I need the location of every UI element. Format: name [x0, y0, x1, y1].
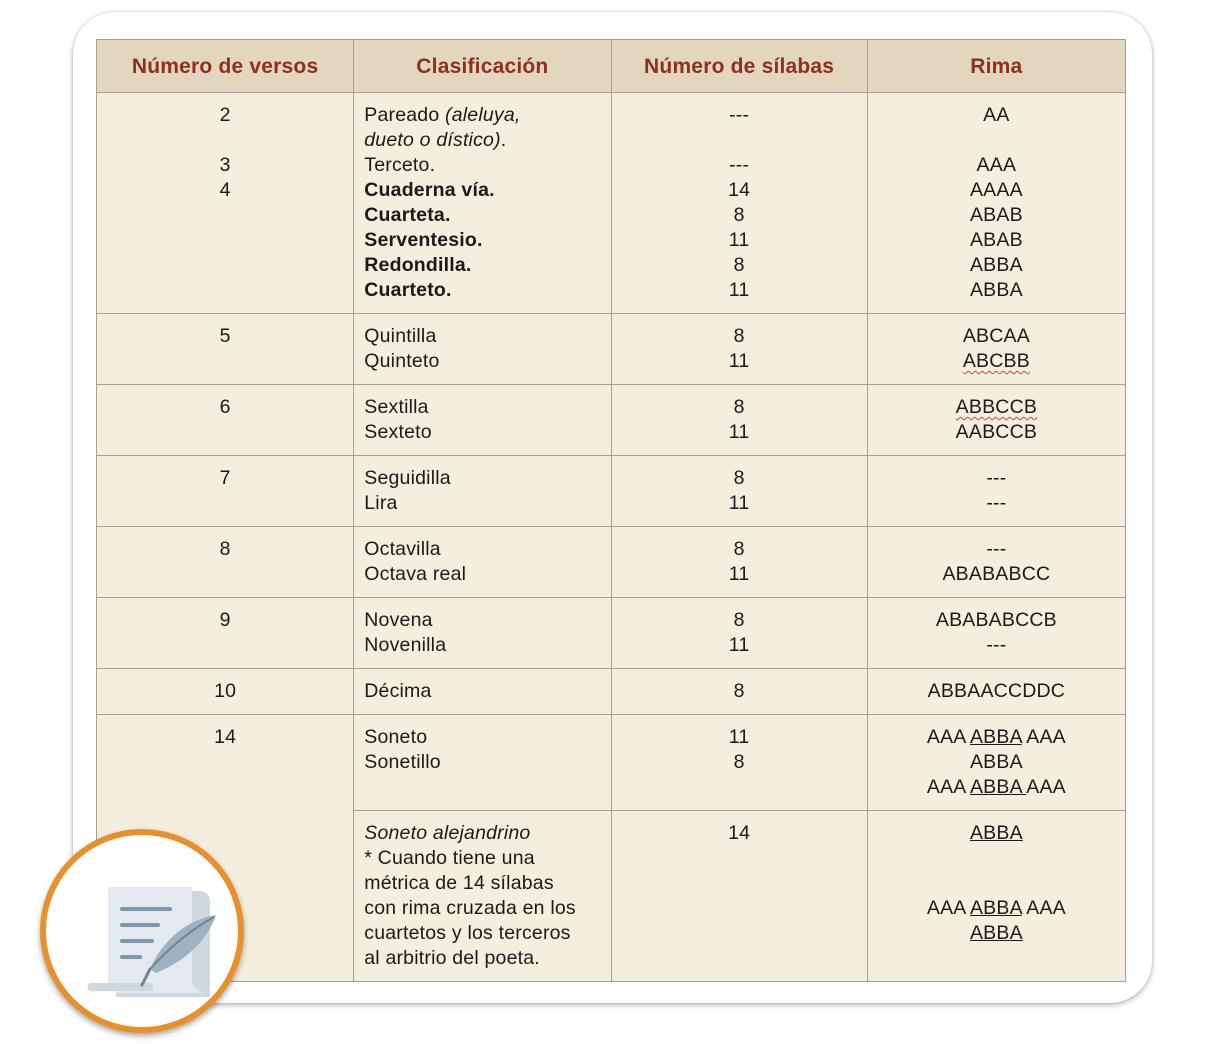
classification-line [364, 395, 604, 420]
text-segment: dueto o dístico) [364, 129, 501, 151]
syllable-count: 14 [728, 179, 751, 201]
poetry-badge [40, 829, 244, 1033]
table-row [97, 811, 1126, 982]
text-segment: Octava real [364, 563, 467, 585]
syllables-cell [611, 811, 867, 982]
text-segment: ABABABCC [942, 563, 1051, 585]
classification-line [364, 278, 604, 303]
classification-line [364, 633, 604, 658]
rhyme-scheme [869, 846, 1124, 871]
text-segment: Redondilla. [364, 254, 472, 276]
classification-line [364, 896, 604, 921]
text-segment: Novena [364, 609, 433, 631]
rhyme-scheme [869, 228, 1124, 253]
verses-count [98, 253, 352, 278]
classification-line [364, 946, 604, 971]
verses-cell [97, 527, 354, 598]
rhyme-cell [867, 456, 1125, 527]
syllable-count: 11 [728, 229, 750, 251]
classification-cell [354, 598, 611, 669]
syllables-cell [611, 456, 867, 527]
classification-line [364, 871, 604, 896]
classification-line [364, 128, 604, 153]
verses-count [98, 203, 352, 228]
syllable-count: 11 [728, 726, 750, 748]
text-segment: Sexteto [364, 421, 432, 443]
header-classification: Clasificación [354, 40, 611, 93]
text-segment: ABBA [969, 897, 1022, 919]
text-segment: ABBCCB [955, 396, 1038, 418]
rhyme-scheme [869, 128, 1124, 153]
classification-cell [354, 456, 611, 527]
classification-line [364, 679, 604, 704]
text-segment: Octavilla [364, 538, 441, 560]
text-segment: ABBA [969, 751, 1023, 773]
verse-classification-table [96, 39, 1126, 982]
rhyme-cell [867, 385, 1125, 456]
rhyme-cell [867, 811, 1125, 982]
text-segment: AAA [1021, 897, 1066, 919]
classification-line [364, 537, 604, 562]
classification-cell [354, 385, 611, 456]
rhyme-scheme [869, 679, 1124, 704]
rhyme-cell [867, 598, 1125, 669]
rhyme-scheme [869, 725, 1124, 750]
rhyme-cell [867, 715, 1125, 811]
syllables-cell [611, 669, 867, 715]
text-segment: AABCCB [955, 421, 1038, 443]
text-segment: ABAB [969, 229, 1023, 251]
text-segment: ABAB [969, 204, 1023, 226]
syllable-count: 8 [733, 254, 745, 276]
classification-cell [354, 314, 611, 385]
syllable-count: 11 [728, 563, 750, 585]
classification-cell [354, 811, 611, 982]
rhyme-cell [867, 314, 1125, 385]
classification-line [364, 821, 604, 846]
text-segment: Sextilla [364, 396, 429, 418]
classification-cell [354, 669, 611, 715]
verses-cell [97, 456, 354, 527]
rhyme-scheme [869, 491, 1124, 516]
verses-count: 6 [219, 396, 231, 418]
text-segment: ABBA [969, 776, 1027, 798]
classification-line [364, 608, 604, 633]
syllables-cell [611, 314, 867, 385]
rhyme-scheme [869, 253, 1124, 278]
syllables-cell [611, 385, 867, 456]
text-segment: --- [986, 538, 1007, 560]
classification-line [364, 253, 604, 278]
classification-line [364, 324, 604, 349]
syllable-count: 8 [733, 325, 745, 347]
header-rhyme: Rima [867, 40, 1125, 93]
verses-count: 14 [214, 726, 237, 748]
text-segment: ABBA [969, 279, 1023, 301]
rhyme-scheme [869, 203, 1124, 228]
table-header-row [97, 40, 1126, 93]
text-segment: --- [986, 467, 1007, 489]
syllable-count: 8 [733, 609, 745, 631]
verses-cell [97, 314, 354, 385]
table-row [97, 93, 1126, 314]
table-row [97, 456, 1126, 527]
syllable-count: 14 [728, 822, 751, 844]
verses-count: 9 [219, 609, 231, 631]
syllable-count: 8 [733, 680, 745, 702]
text-segment: Cuarteto. [364, 279, 452, 301]
classification-line [364, 846, 604, 871]
text-segment: ABCBB [962, 350, 1030, 372]
verses-count [98, 228, 352, 253]
rhyme-scheme [869, 821, 1124, 846]
rhyme-scheme [869, 278, 1124, 303]
syllable-count: 8 [733, 204, 745, 226]
classification-line [364, 491, 604, 516]
verses-count: 7 [219, 467, 231, 489]
classification-cell [354, 93, 611, 314]
text-segment: AAA [926, 726, 970, 748]
classification-line [364, 750, 604, 775]
text-segment: Pareado [364, 104, 445, 126]
text-segment: Serventesio. [364, 229, 483, 251]
text-segment: AAA [1021, 726, 1066, 748]
syllable-count: --- [729, 154, 750, 176]
rhyme-scheme [869, 750, 1124, 775]
classification-line [364, 228, 604, 253]
text-segment: (aleluya, [445, 104, 521, 126]
text-segment: ABABABCCB [935, 609, 1057, 631]
rhyme-scheme [869, 537, 1124, 562]
syllables-cell [611, 598, 867, 669]
header-syllables: Número de sílabas [611, 40, 867, 93]
classification-line [364, 466, 604, 491]
rhyme-scheme [869, 608, 1124, 633]
classification-line [364, 349, 604, 374]
classification-line [364, 420, 604, 445]
verses-cell [97, 715, 354, 811]
text-segment: ABBA [969, 822, 1023, 844]
verses-count: 3 [219, 154, 231, 176]
syllable-count: 11 [728, 634, 750, 656]
syllable-count: 11 [728, 279, 750, 301]
text-segment: con rima cruzada en los [364, 897, 576, 919]
table-row [97, 669, 1126, 715]
header-verses: Número de versos [97, 40, 354, 93]
classification-line [364, 562, 604, 587]
classification-line [364, 103, 604, 128]
rhyme-scheme [869, 562, 1124, 587]
scroll-quill-icon [46, 835, 238, 1027]
rhyme-scheme [869, 775, 1124, 800]
verses-count: 10 [214, 680, 237, 702]
text-segment: Cuarteta. [364, 204, 451, 226]
table-row [97, 527, 1126, 598]
verses-cell [97, 669, 354, 715]
text-segment: Terceto. [364, 154, 436, 176]
text-segment: Lira [364, 492, 398, 514]
table-row [97, 598, 1126, 669]
classification-line [364, 153, 604, 178]
text-segment: ABBA [969, 922, 1023, 944]
text-segment: al arbitrio del poeta. [364, 947, 540, 969]
syllable-count: 11 [728, 492, 750, 514]
syllable-count: 8 [733, 751, 745, 773]
classification-line [364, 921, 604, 946]
text-segment: ABBA [969, 726, 1022, 748]
verses-cell [97, 385, 354, 456]
syllable-count: 8 [733, 396, 745, 418]
rhyme-cell [867, 669, 1125, 715]
rhyme-scheme [869, 395, 1124, 420]
table-row [97, 314, 1126, 385]
text-segment: Seguidilla [364, 467, 451, 489]
text-segment: ABBA [969, 254, 1023, 276]
verses-count [98, 278, 352, 303]
verses-cell [97, 598, 354, 669]
text-segment: Sonetillo [364, 751, 441, 773]
rhyme-scheme [869, 324, 1124, 349]
text-segment: AAA [926, 897, 970, 919]
text-segment: Décima [364, 680, 432, 702]
text-segment: . [500, 129, 507, 151]
text-segment: Cuaderna vía. [364, 179, 495, 201]
rhyme-scheme [869, 153, 1124, 178]
classification-cell [354, 527, 611, 598]
verses-count: 2 [219, 104, 231, 126]
text-segment: Soneto alejandrino [364, 822, 531, 844]
text-segment: AAA [976, 154, 1017, 176]
text-segment: AAA [926, 776, 970, 798]
syllables-cell [611, 715, 867, 811]
text-segment: Quinteto [364, 350, 440, 372]
verses-cell [97, 93, 354, 314]
verses-count [98, 128, 352, 153]
rhyme-scheme [869, 178, 1124, 203]
text-segment: métrica de 14 sílabas [364, 872, 554, 894]
verses-count: 5 [219, 325, 231, 347]
syllables-cell [611, 93, 867, 314]
syllable-count: 8 [733, 467, 745, 489]
syllable-count: 11 [728, 421, 750, 443]
text-segment: ABCAA [962, 325, 1030, 347]
rhyme-scheme [869, 633, 1124, 658]
rhyme-scheme [869, 466, 1124, 491]
rhyme-scheme [869, 896, 1124, 921]
rhyme-scheme [869, 103, 1124, 128]
classification-line [364, 725, 604, 750]
syllable-count: 11 [728, 350, 750, 372]
rhyme-cell [867, 527, 1125, 598]
rhyme-scheme [869, 921, 1124, 946]
text-segment: AA [983, 104, 1010, 126]
text-segment: Soneto [364, 726, 428, 748]
syllable-count: 8 [733, 538, 745, 560]
classification-line [364, 203, 604, 228]
text-segment: Quintilla [364, 325, 437, 347]
syllable-count: --- [729, 104, 750, 126]
text-segment: AAA [1026, 776, 1066, 798]
classification-line [364, 178, 604, 203]
verses-count: 8 [219, 538, 231, 560]
rhyme-scheme [869, 349, 1124, 374]
text-segment: * Cuando tiene una [364, 847, 535, 869]
rhyme-scheme [869, 871, 1124, 896]
classification-cell [354, 715, 611, 811]
text-segment: ABBAACCDDC [927, 680, 1066, 702]
text-segment: --- [986, 634, 1007, 656]
text-segment: cuartetos y los terceros [364, 922, 571, 944]
verses-count: 4 [219, 179, 231, 201]
text-segment: Novenilla [364, 634, 447, 656]
rhyme-scheme [869, 420, 1124, 445]
syllables-cell [611, 527, 867, 598]
rhyme-cell [867, 93, 1125, 314]
table-row [97, 385, 1126, 456]
text-segment: AAAA [969, 179, 1023, 201]
syllable-count [613, 128, 866, 153]
text-segment: --- [986, 492, 1007, 514]
table-row [97, 715, 1126, 811]
